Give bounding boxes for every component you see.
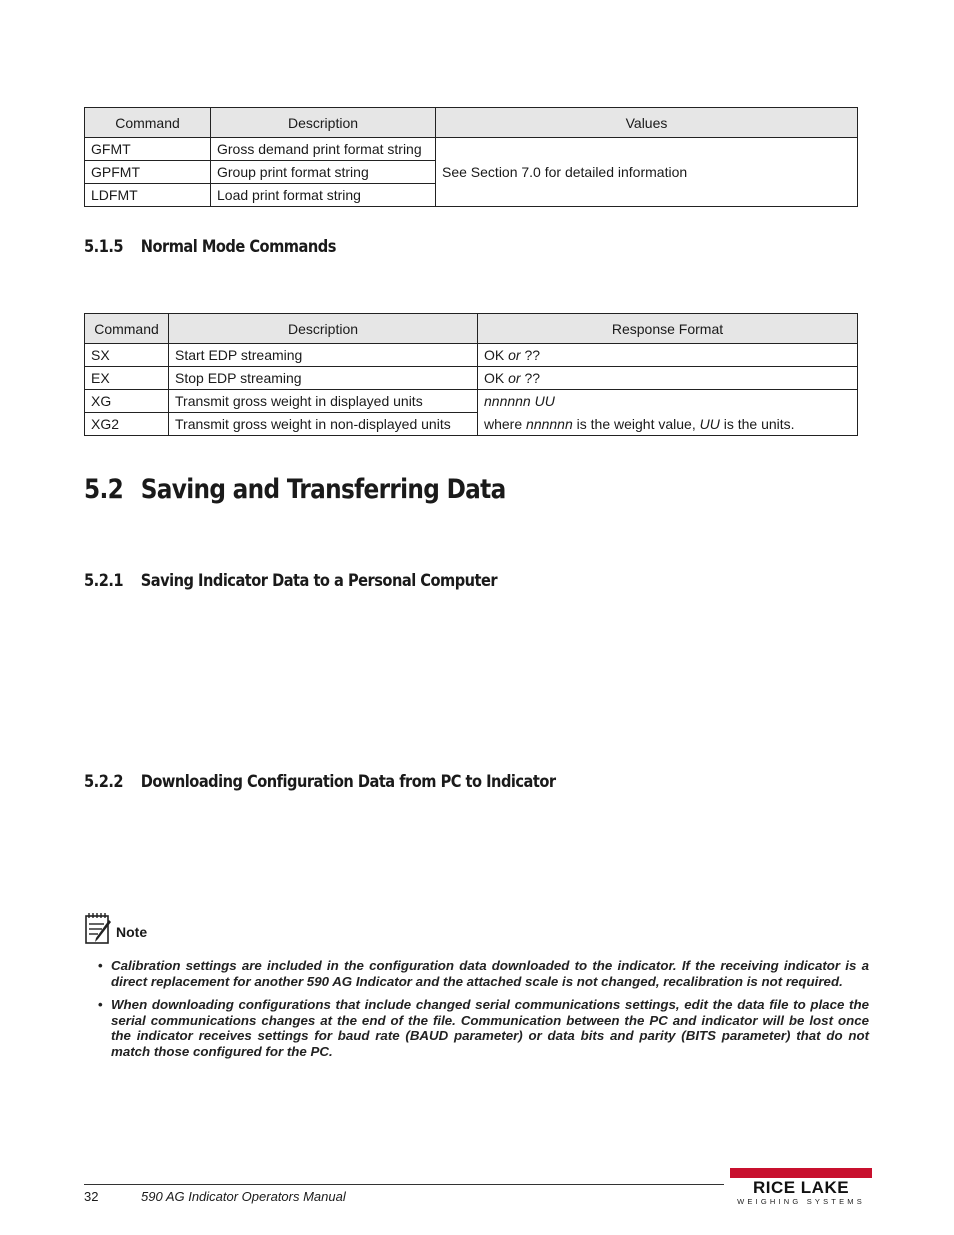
section-number: 5.2.2 (84, 772, 124, 792)
column-header: Command (85, 108, 211, 138)
list-item: • Calibration settings are included in the configuration data downloaded to the indicator. If the receiving indicator is a direct replacement for another 590 AG Indicator and the attached scale is not changed, recalibration is not required. (98, 958, 869, 989)
command-cell: EX (85, 367, 169, 390)
response-or: or (508, 347, 521, 363)
values-cell: See Section 7.0 for detailed information (436, 138, 858, 207)
response-format-cell (478, 390, 858, 413)
command-cell: GPFMT (85, 161, 211, 184)
section-heading-5-2 (84, 474, 506, 505)
response-where-cell (478, 413, 858, 436)
response-text: ?? (520, 370, 541, 386)
section-title: Normal Mode Commands (140, 237, 336, 257)
response-or: or (508, 370, 521, 386)
table-header-row (85, 314, 858, 344)
section-number: 5.2 (84, 474, 124, 505)
section-number: 5.1.5 (84, 237, 124, 257)
description-cell: Stop EDP streaming (169, 367, 478, 390)
description-cell: Gross demand print format string (211, 138, 436, 161)
notepad-pencil-icon (84, 912, 114, 951)
column-header: Response Format (478, 314, 858, 344)
column-header: Description (211, 108, 436, 138)
where-text: where (484, 415, 527, 432)
page-number: 32 (84, 1189, 99, 1204)
note-header (84, 912, 147, 951)
where-text: is the weight value, (572, 415, 700, 432)
command-cell: XG2 (85, 413, 169, 436)
where-text: is the units. (719, 415, 795, 432)
where-var: UU (699, 415, 720, 432)
rice-lake-logo (730, 1168, 872, 1206)
format-line: nnnnnn UU (484, 393, 555, 410)
column-header: Values (436, 108, 858, 138)
response-cell (478, 344, 858, 367)
description-cell: Load print format string (211, 184, 436, 207)
description-cell: Transmit gross weight in displayed units (169, 390, 478, 413)
section-heading-5-1-5 (84, 237, 336, 257)
section-title: Saving Indicator Data to a Personal Computer (140, 571, 498, 591)
logo-sub-text: WEIGHING SYSTEMS (737, 1197, 865, 1206)
table-row (85, 344, 858, 367)
table-row (85, 413, 858, 436)
section-heading-5-2-2 (84, 772, 556, 792)
section-heading-5-2-1 (84, 571, 497, 591)
command-cell: XG (85, 390, 169, 413)
table-row (85, 367, 858, 390)
command-cell: GFMT (85, 138, 211, 161)
command-cell: SX (85, 344, 169, 367)
response-text: OK (484, 370, 509, 386)
column-header: Command (85, 314, 169, 344)
logo-bar (730, 1168, 872, 1178)
response-cell (478, 367, 858, 390)
note-label: Note (116, 923, 148, 940)
table-header-row (85, 108, 858, 138)
description-cell: Transmit gross weight in non-displayed units (169, 413, 478, 436)
note-list (98, 958, 869, 1067)
table-row (85, 138, 858, 161)
description-cell: Group print format string (211, 161, 436, 184)
where-var: nnnnnn (526, 415, 573, 432)
response-text: ?? (520, 347, 541, 363)
response-text: OK (484, 347, 509, 363)
command-cell: LDFMT (85, 184, 211, 207)
section-title: Saving and Transferring Data (140, 474, 506, 505)
print-format-commands-table (84, 107, 858, 207)
manual-title: 590 AG Indicator Operators Manual (141, 1189, 346, 1204)
normal-mode-commands-table (84, 313, 858, 436)
section-number: 5.2.1 (84, 571, 124, 591)
column-header: Description (169, 314, 478, 344)
section-title: Downloading Configuration Data from PC to Indicator (140, 772, 556, 792)
list-item: • When downloading configurations that include changed serial communications settings, edit the data file to place the serial communications changes at the end of the file. Communication between the PC and indicator will be lost once the indicator receives settings for baud rate (BAUD parameter) or data bits and parity (BITS parameter) that do not match those configured for the PC. (98, 997, 869, 1059)
footer-divider (84, 1184, 724, 1185)
table-row (85, 390, 858, 413)
logo-main-text: RICE LAKE (752, 1178, 850, 1197)
description-cell: Start EDP streaming (169, 344, 478, 367)
